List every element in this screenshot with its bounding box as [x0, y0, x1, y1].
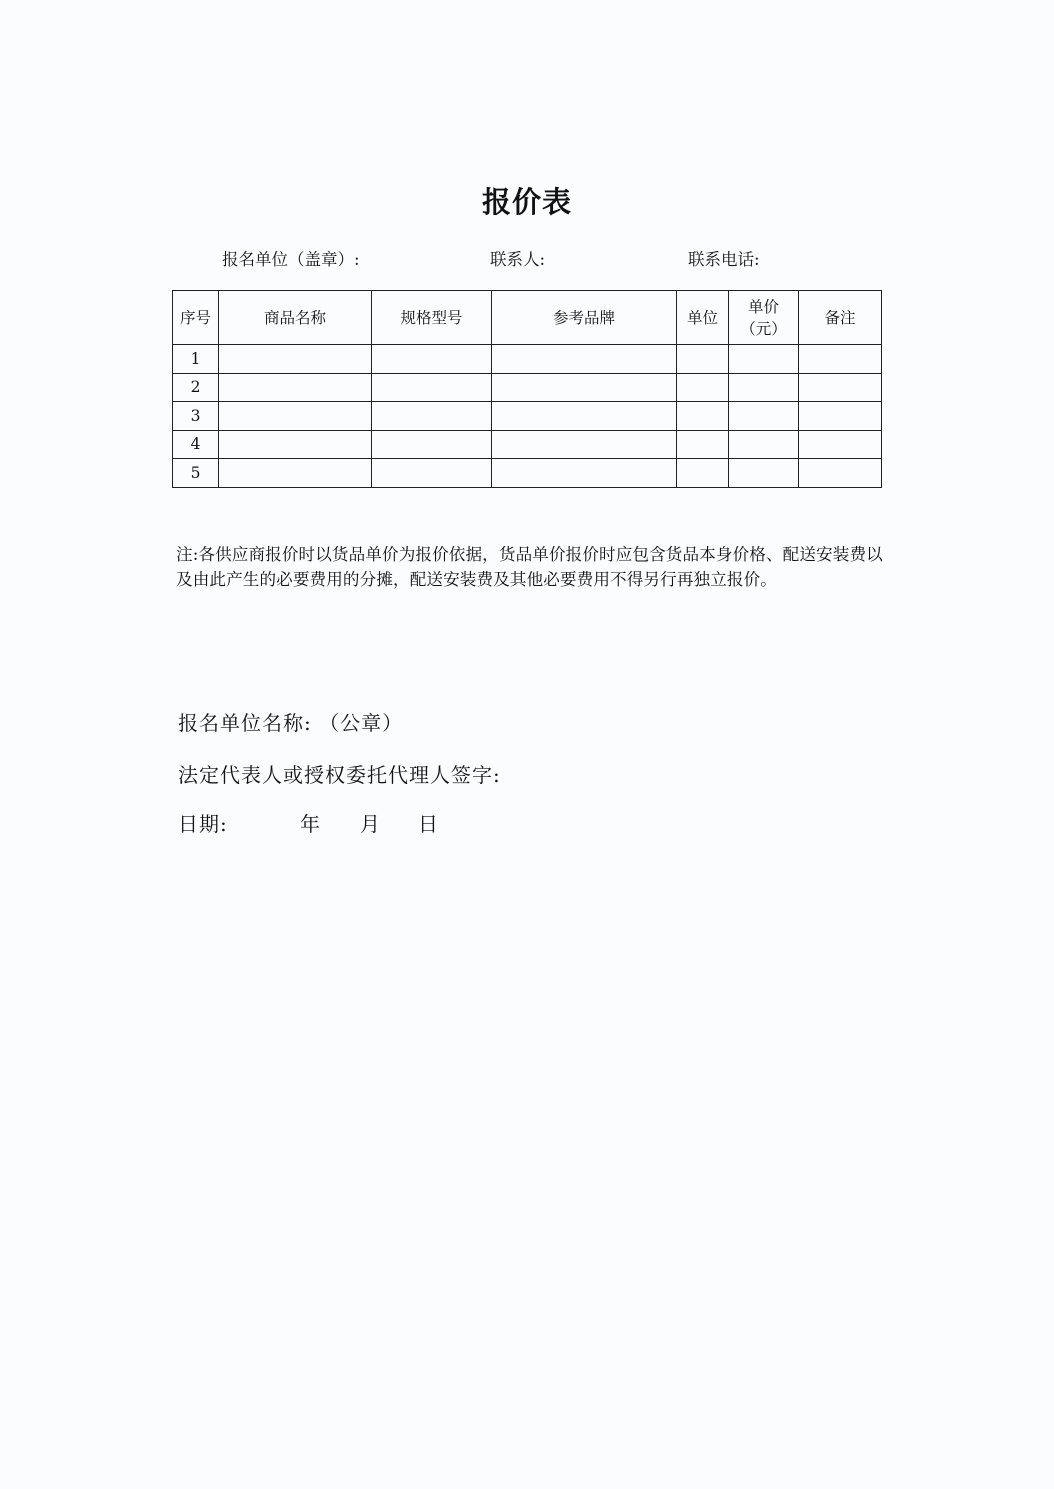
date-month-label: 月: [360, 812, 381, 836]
col-header-unit-price: [729, 291, 799, 345]
reference-brand-cell[interactable]: [492, 459, 677, 488]
unit-cell[interactable]: [677, 459, 729, 488]
unit-price-cell[interactable]: [729, 459, 799, 488]
registrant-unit-name-label: 报名单位名称: （公章）: [178, 711, 404, 735]
table-row: [173, 345, 882, 374]
table-row: [173, 459, 882, 488]
spec-model-cell[interactable]: [372, 430, 492, 459]
contact-phone-label: 联系电话:: [688, 250, 760, 269]
unit-cell[interactable]: [677, 402, 729, 431]
date-year-label: 年: [300, 812, 321, 836]
row-index: 5: [173, 459, 219, 488]
product-name-cell[interactable]: [219, 459, 372, 488]
col-header-reference-brand: 参考品牌: [492, 291, 677, 345]
unit-cell[interactable]: [677, 430, 729, 459]
remarks-cell[interactable]: [799, 459, 882, 488]
contact-person-label: 联系人:: [490, 250, 546, 269]
reference-brand-cell[interactable]: [492, 402, 677, 431]
col-header-product-name: 商品名称: [219, 291, 372, 345]
reference-brand-cell[interactable]: [492, 430, 677, 459]
spec-model-cell[interactable]: [372, 345, 492, 374]
row-index: 3: [173, 402, 219, 431]
unit-price-cell[interactable]: [729, 402, 799, 431]
unit-stamp-label: 报名单位（盖章）:: [222, 250, 360, 269]
spec-model-cell[interactable]: [372, 402, 492, 431]
col-header-remarks: 备注: [799, 291, 882, 345]
product-name-cell[interactable]: [219, 345, 372, 374]
remarks-cell[interactable]: [799, 345, 882, 374]
row-index: 1: [173, 345, 219, 374]
product-name-cell[interactable]: [219, 373, 372, 402]
legal-rep-signature-label: 法定代表人或授权委托代理人签字:: [178, 763, 501, 787]
unit-price-cell[interactable]: [729, 373, 799, 402]
unit-price-label: 单价: [747, 297, 779, 316]
unit-price-currency: （元）: [740, 319, 787, 338]
spec-model-cell[interactable]: [372, 459, 492, 488]
spec-model-cell[interactable]: [372, 373, 492, 402]
date-day-label: 日: [418, 812, 439, 836]
unit-price-cell[interactable]: [729, 345, 799, 374]
remarks-cell[interactable]: [799, 402, 882, 431]
pricing-note: 注:各供应商报价时以货品单价为报价依据，货品单价报价时应包含货品本身价格、配送安装费以及由此产生的必要费用的分摊，配送安装费及其他必要费用不得另行再独立报价。: [176, 545, 883, 589]
table-row: [173, 402, 882, 431]
page-title: 报价表: [481, 185, 572, 219]
col-header-spec-model: 规格型号: [372, 291, 492, 345]
quote-table: [172, 290, 882, 488]
product-name-cell[interactable]: [219, 402, 372, 431]
col-header-index: 序号: [173, 291, 219, 345]
unit-price-cell[interactable]: [729, 430, 799, 459]
remarks-cell[interactable]: [799, 430, 882, 459]
date-label: 日期:: [178, 812, 228, 836]
signature-date-line: [178, 808, 439, 837]
remarks-cell[interactable]: [799, 373, 882, 402]
table-row: [173, 430, 882, 459]
reference-brand-cell[interactable]: [492, 345, 677, 374]
col-header-unit: 单位: [677, 291, 729, 345]
row-index: 4: [173, 430, 219, 459]
product-name-cell[interactable]: [219, 430, 372, 459]
unit-cell[interactable]: [677, 373, 729, 402]
table-row: [173, 373, 882, 402]
table-header-row: [173, 291, 882, 345]
unit-cell[interactable]: [677, 345, 729, 374]
row-index: 2: [173, 373, 219, 402]
reference-brand-cell[interactable]: [492, 373, 677, 402]
